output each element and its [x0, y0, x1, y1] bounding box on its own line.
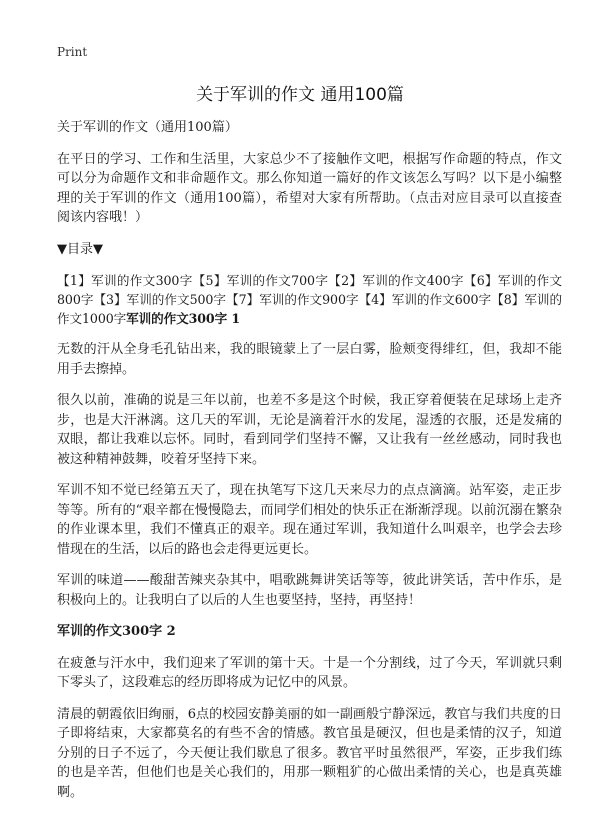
section-paragraph: 很久以前，准确的说是三年以前，也差不多是这个时候，我正穿着便装在足球场上走齐步，也是大汗淋漓。这几天的军训，无论是滴着汗水的发尾，湿透的衣服，还是发痛的双眼，都让我难以忘怀。同时，看到同学们坚持不懈，又让我有一丝丝感动，同时我也被这种精神鼓舞，咬着牙坚持下来。 — [57, 393, 562, 467]
intro-paragraph: 在平日的学习、工作和生活里，大家总少不了接触作文吧，根据写作命题的特点，作文可以分为命题作文和非命题作文。那么你知道一篇好的作文该怎么写吗？以下是小编整理的关于军训的作文（通用100篇），希望对大家有所帮助。（点击对应目录可以直接查阅该内容哦！） — [57, 151, 562, 225]
print-link[interactable]: Print — [57, 45, 88, 59]
section-paragraph: 军训不知不觉已经第五天了，现在执笔写下这几天来尽力的点点滴滴。站军姿，走正步等等。所有的“艰辛都在慢慢隐去，而同学们相处的快乐正在渐渐浮现。以前沉溺在繁杂的作业课本里，我们不懂真正的艰辛。现在通过军训，我知道什么叫艰辛，也学会去珍惜现在的生活，以后的路也会走得更远更长。 — [57, 483, 562, 557]
toc-link[interactable]: 【8】军训的作文1000字 — [57, 292, 562, 326]
toc-link[interactable]: 【3】军训的作文500字 — [93, 292, 226, 307]
section-heading: 军训的作文300字 2 — [57, 624, 176, 639]
article-body — [57, 118, 562, 814]
toc-heading: ▼目录▼ — [57, 241, 103, 257]
page-title: 关于军训的作文 通用100篇 — [196, 85, 404, 105]
section-paragraph: 军训的味道——酸甜苦辣夹杂其中，唱歌跳舞讲笑话等等，彼此讲笑话，苦中作乐，是积极向上的。让我明白了以后的人生也要坚持，坚持，再坚持！ — [57, 573, 562, 608]
toc-link[interactable]: 【5】军训的作文700字 — [192, 273, 329, 288]
toc-link[interactable]: 【2】军训的作文400字 — [328, 273, 464, 288]
toc-link[interactable]: 【7】军训的作文900字 — [226, 292, 359, 307]
section-heading: 军训的作文300字 1 — [126, 311, 241, 326]
section-paragraph: 清晨的朝霞依旧绚丽，6点的校园安静美丽的如一副画般宁静深远，教官与我们共度的日子即将结束，大家都莫名的有些不舍的情感。教官虽是硬汉，但也是柔情的汉子，知道分别的日子不远了，今天便让我们歇息了很多。教官平时虽然很严，军姿，正步我们练的也是辛苦，但他们也是关心我们的，用那一颗粗犷的心做出柔情的关心，也是真英雄啊。 — [57, 706, 562, 800]
toc-link[interactable]: 【4】军训的作文600字 — [358, 292, 492, 307]
section-paragraph: 无数的汗从全身毛孔钻出来，我的眼镜蒙上了一层白雾，脸颊变得绯红，但，我却不能用手去擦掉。 — [57, 342, 562, 377]
table-of-contents — [57, 271, 562, 328]
article-subtitle: 关于军训的作文（通用100篇） — [57, 120, 238, 135]
section-paragraph: 在疲惫与汗水中，我们迎来了军训的第十天。十是一个分割线，过了今天，军训就只剩下零头了，这段难忘的经历即将成为记忆中的风景。 — [57, 655, 562, 690]
toc-link[interactable]: 【6】军训的作文800字 — [57, 273, 562, 307]
toc-link[interactable]: 【1】军训的作文300字 — [57, 273, 193, 288]
